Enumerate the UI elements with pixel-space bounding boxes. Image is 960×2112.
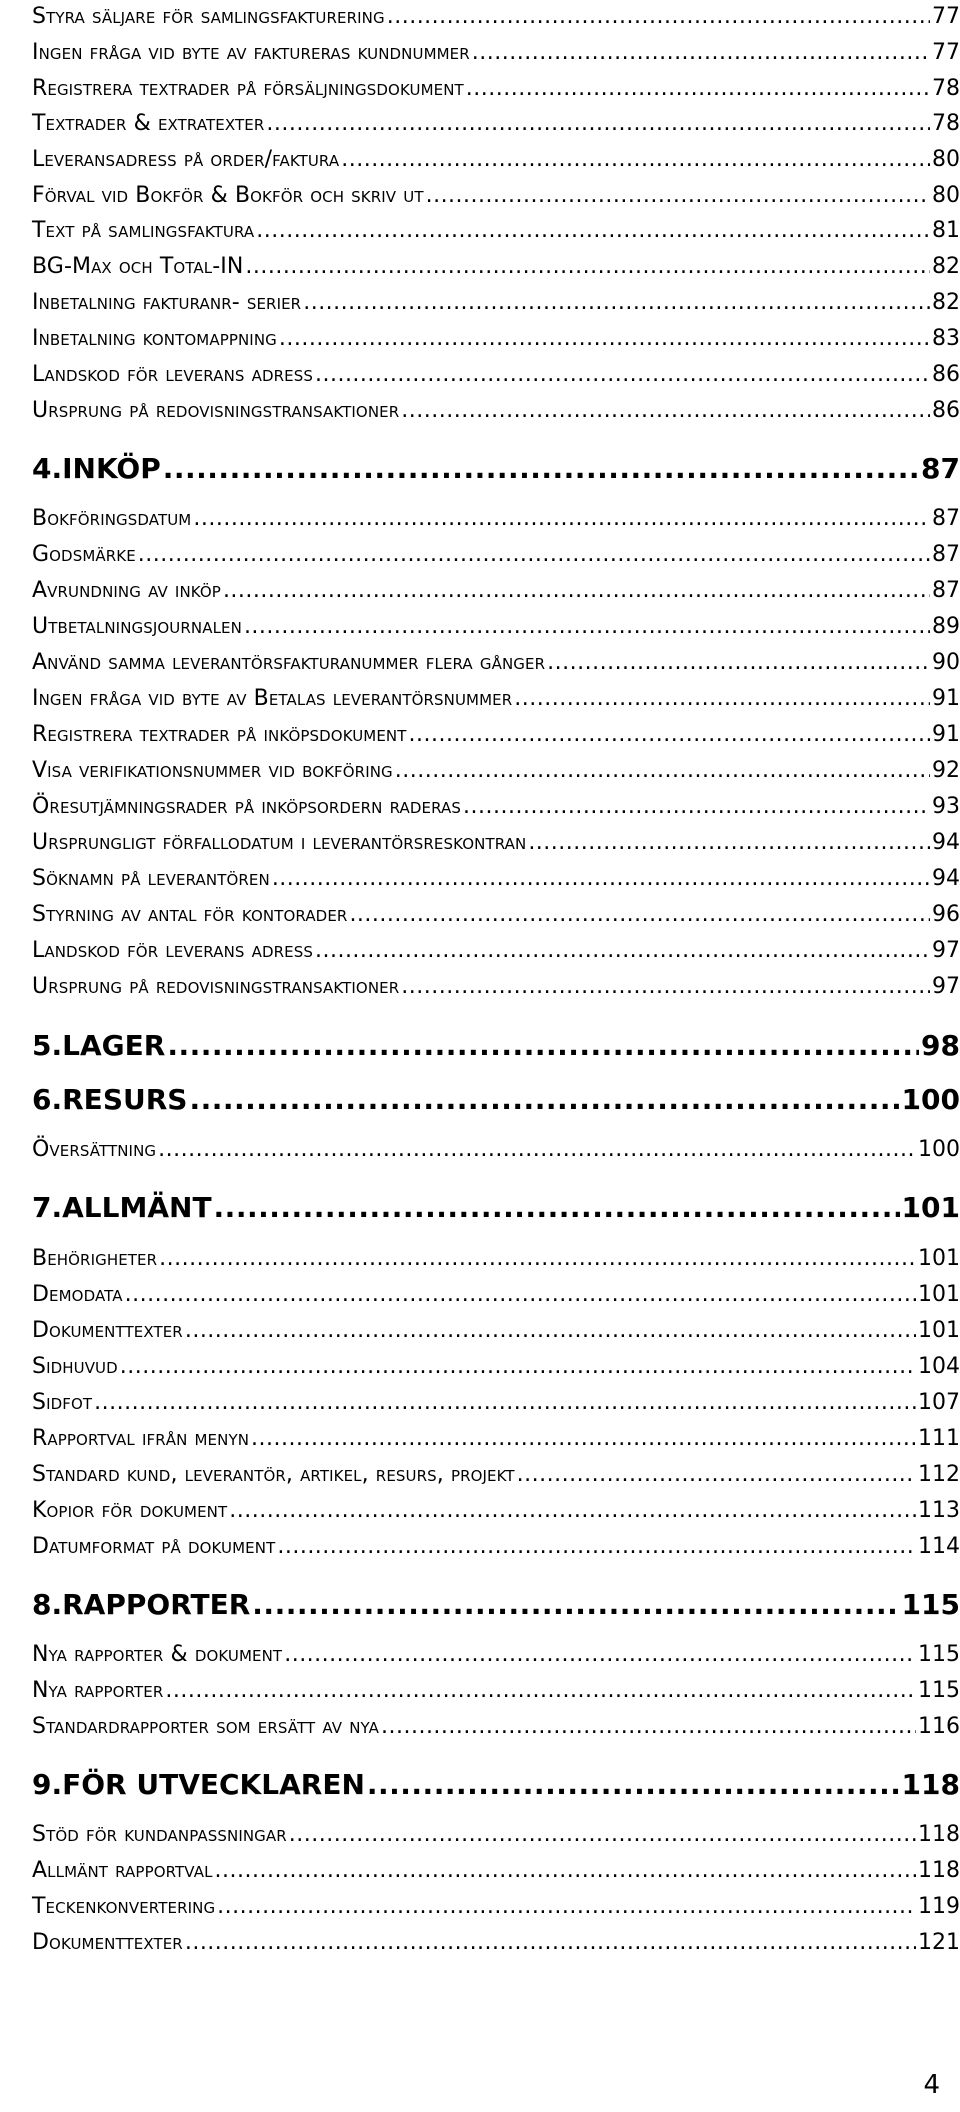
- toc-entry-title: INKÖP: [62, 452, 161, 485]
- toc-entry[interactable]: [32, 218, 960, 243]
- toc-entry-title: RAPPORTER: [62, 1588, 251, 1621]
- toc-entry[interactable]: [32, 111, 960, 136]
- toc-entry[interactable]: [32, 147, 960, 172]
- toc-entry[interactable]: [32, 1822, 960, 1847]
- toc-page-number: 87: [932, 542, 960, 567]
- toc-entry[interactable]: [32, 542, 960, 567]
- toc-page-number: 101: [918, 1246, 960, 1271]
- toc-entry[interactable]: [32, 76, 960, 101]
- toc-entry-title: Registrera textrader på inköpsdokument: [32, 722, 407, 747]
- toc-dot-leader: [401, 398, 930, 423]
- toc-dot-leader: [279, 326, 930, 351]
- toc-dot-leader: [185, 1318, 916, 1343]
- toc-entry[interactable]: [32, 1534, 960, 1559]
- toc-dot-leader: [229, 1498, 916, 1523]
- toc-entry-title: Avrundning av inköp: [32, 578, 221, 603]
- toc-page-number: 111: [918, 1426, 960, 1451]
- toc-page-number: 94: [932, 866, 960, 891]
- toc-dot-leader: [125, 1282, 916, 1307]
- toc-entry-title: Landskod för leverans adress: [32, 362, 313, 387]
- toc-entry[interactable]: [32, 254, 960, 279]
- toc-dot-leader: [289, 1822, 916, 1847]
- toc-entry-title: Kopior för dokument: [32, 1498, 228, 1523]
- toc-dot-leader: [315, 938, 930, 963]
- toc-entry-title: Textrader & extratexter: [32, 111, 265, 136]
- toc-page-number: 118: [918, 1822, 960, 1847]
- toc-entry-title: Ursprung på redovisningstransaktioner: [32, 398, 400, 423]
- toc-entry[interactable]: [32, 1318, 960, 1343]
- toc-entry[interactable]: [32, 866, 960, 891]
- toc-dot-leader: [401, 974, 930, 999]
- toc-dot-leader: [284, 1642, 916, 1667]
- toc-page-number: 97: [932, 938, 960, 963]
- toc-dot-leader: [245, 254, 930, 279]
- toc-dot-leader: [349, 902, 930, 927]
- toc-page-number: 115: [901, 1588, 960, 1621]
- toc-dot-leader: [167, 1029, 919, 1062]
- toc-entry[interactable]: [32, 1930, 960, 1955]
- toc-entry-title: Standardrapporter som ersätt av nya: [32, 1714, 379, 1739]
- toc-page-number: 113: [918, 1498, 960, 1523]
- toc-dot-leader: [277, 1534, 916, 1559]
- toc-dot-leader: [472, 40, 930, 65]
- toc-page-number: 81: [932, 218, 960, 243]
- toc-entry-title: Utbetalningsjournalen: [32, 614, 242, 639]
- toc-entry[interactable]: [32, 398, 960, 423]
- toc-dot-leader: [251, 1426, 916, 1451]
- toc-page-number: 78: [932, 76, 960, 101]
- toc-entry-title: Rapportval ifrån menyn: [32, 1426, 250, 1451]
- toc-page-number: 91: [932, 686, 960, 711]
- toc-dot-leader: [466, 76, 930, 101]
- toc-entry-title: Söknamn på leverantören: [32, 866, 270, 891]
- toc-entry-title: Stöd för kundanpassningar: [32, 1822, 287, 1847]
- toc-entry-title: Öresutjämningsrader på inköpsordern raderas: [32, 794, 461, 819]
- toc-entry[interactable]: [32, 290, 960, 315]
- toc-page-number: 118: [901, 1768, 960, 1801]
- toc-entry-title: Dokumenttexter: [32, 1318, 183, 1343]
- toc-entry-title: Standard kund, leverantör, artikel, resurs, projekt: [32, 1462, 515, 1487]
- toc-entry[interactable]: [32, 974, 960, 999]
- toc-dot-leader: [215, 1858, 916, 1883]
- toc-dot-leader: [395, 758, 930, 783]
- toc-entry[interactable]: [32, 614, 960, 639]
- toc-entry[interactable]: [32, 650, 960, 675]
- toc-page-number: 87: [932, 578, 960, 603]
- toc-entry[interactable]: [32, 362, 960, 387]
- toc-dot-leader: [303, 290, 930, 315]
- toc-dot-leader: [217, 1894, 916, 1919]
- toc-dot-leader: [214, 1191, 900, 1224]
- toc-entry-title: ALLMÄNT: [62, 1191, 212, 1224]
- toc-page-number: 101: [918, 1318, 960, 1343]
- toc-entry-title: Ingen fråga vid byte av faktureras kundnummer: [32, 40, 470, 65]
- toc-entry[interactable]: [32, 1390, 960, 1415]
- toc-page-number: 107: [918, 1390, 960, 1415]
- toc-dot-leader: [387, 4, 930, 29]
- toc-page-number: 77: [932, 4, 960, 29]
- toc-entry[interactable]: [32, 1498, 960, 1523]
- toc-page-number: 96: [932, 902, 960, 927]
- toc-dot-leader: [266, 111, 930, 136]
- toc-entry-title: Styrning av antal för kontorader: [32, 902, 348, 927]
- toc-entry-title: Leveransadress på order/faktura: [32, 147, 340, 172]
- toc-dot-leader: [138, 542, 930, 567]
- toc-entry[interactable]: [32, 1354, 960, 1379]
- toc-entry-title: Inbetalning fakturanr- serier: [32, 290, 302, 315]
- toc-entry[interactable]: [32, 722, 960, 747]
- toc-entry[interactable]: [32, 1137, 960, 1162]
- toc-entry[interactable]: [32, 40, 960, 65]
- toc-entry-title: RESURS: [62, 1083, 188, 1116]
- toc-page-number: 90: [932, 650, 960, 675]
- toc-entry-title: Inbetalning kontomappning: [32, 326, 277, 351]
- toc-entry-title: Visa verifikationsnummer vid bokföring: [32, 758, 393, 783]
- toc-entry[interactable]: [32, 1678, 960, 1703]
- toc-section[interactable]: [32, 1588, 960, 1621]
- toc-entry-title: Teckenkonvertering: [32, 1894, 216, 1919]
- toc-page-number: 87: [932, 506, 960, 531]
- toc-page-number: 112: [918, 1462, 960, 1487]
- toc-page-number: 87: [921, 452, 960, 485]
- toc-section[interactable]: [32, 452, 960, 485]
- toc-dot-leader: [517, 1462, 916, 1487]
- toc-section[interactable]: [32, 1191, 960, 1224]
- toc-section-number: 6.: [32, 1083, 63, 1116]
- toc-section[interactable]: [32, 1768, 960, 1801]
- toc-dot-leader: [256, 218, 930, 243]
- toc-entry-title: Dokumenttexter: [32, 1930, 183, 1955]
- toc-entry-title: Förval vid Bokför & Bokför och skriv ut: [32, 183, 424, 208]
- toc-page-number: 101: [901, 1191, 960, 1224]
- toc-entry[interactable]: [32, 1282, 960, 1307]
- toc-dot-leader: [159, 1246, 916, 1271]
- toc-page-number: 80: [932, 183, 960, 208]
- toc-page-number: 97: [932, 974, 960, 999]
- toc-section[interactable]: [32, 1029, 960, 1062]
- toc-page-number: 93: [932, 794, 960, 819]
- toc-page-number: 114: [918, 1534, 960, 1559]
- toc-entry[interactable]: [32, 1462, 960, 1487]
- toc-entry[interactable]: [32, 830, 960, 855]
- toc-page-number: 119: [918, 1894, 960, 1919]
- toc-dot-leader: [185, 1930, 916, 1955]
- toc-entry-title: Landskod för leverans adress: [32, 938, 313, 963]
- toc-entry-title: Ursprungligt förfallodatum i leverantörsreskontran: [32, 830, 527, 855]
- toc-entry-title: BG-Max och Total-IN: [32, 254, 244, 279]
- toc-dot-leader: [120, 1354, 916, 1379]
- toc-section[interactable]: [32, 1083, 960, 1116]
- toc-dot-leader: [547, 650, 930, 675]
- toc-entry[interactable]: [32, 1714, 960, 1739]
- toc-entry[interactable]: [32, 506, 960, 531]
- toc-page-number: 104: [918, 1354, 960, 1379]
- toc-entry-title: Text på samlingsfaktura: [32, 218, 255, 243]
- page-number: 4: [923, 2070, 940, 2100]
- toc-entry-title: Bokföringsdatum: [32, 506, 192, 531]
- toc-dot-leader: [165, 1678, 916, 1703]
- toc-section-number: 5.: [32, 1029, 63, 1062]
- toc-entry[interactable]: [32, 794, 960, 819]
- toc-page-number: 86: [932, 362, 960, 387]
- toc-entry-title: Demodata: [32, 1282, 123, 1307]
- toc-entry-title: Behörigheter: [32, 1246, 158, 1271]
- toc-entry-title: Nya rapporter & dokument: [32, 1642, 283, 1667]
- toc-page-number: 98: [921, 1029, 960, 1062]
- toc-entry-title: Sidfot: [32, 1390, 93, 1415]
- toc-entry[interactable]: [32, 1426, 960, 1451]
- toc-page-number: 121: [918, 1930, 960, 1955]
- toc-page-number: 80: [932, 147, 960, 172]
- toc-dot-leader: [252, 1588, 899, 1621]
- toc-dot-leader: [463, 794, 930, 819]
- toc-entry[interactable]: [32, 183, 960, 208]
- toc-entry[interactable]: [32, 758, 960, 783]
- toc-dot-leader: [426, 183, 930, 208]
- toc-section-number: 7.: [32, 1191, 63, 1224]
- toc-page-number: 82: [932, 290, 960, 315]
- toc-dot-leader: [381, 1714, 916, 1739]
- toc-section-number: 9.: [32, 1768, 63, 1801]
- toc-entry[interactable]: [32, 578, 960, 603]
- toc-entry-title: LAGER: [62, 1029, 166, 1062]
- toc-dot-leader: [163, 452, 919, 485]
- toc-page-number: 78: [932, 111, 960, 136]
- toc-page-number: 115: [918, 1642, 960, 1667]
- toc-entry-title: FÖR UTVECKLAREN: [62, 1768, 365, 1801]
- toc-entry[interactable]: [32, 902, 960, 927]
- toc-entry[interactable]: [32, 686, 960, 711]
- toc-entry-title: Nya rapporter: [32, 1678, 164, 1703]
- toc-dot-leader: [514, 686, 930, 711]
- toc-dot-leader: [244, 614, 930, 639]
- toc-dot-leader: [528, 830, 930, 855]
- toc-entry-title: Datumformat på dokument: [32, 1534, 276, 1559]
- toc-entry-title: Styra säljare för samlingsfakturering: [32, 4, 385, 29]
- toc-entry[interactable]: [32, 1858, 960, 1883]
- toc-dot-leader: [272, 866, 930, 891]
- toc-entry[interactable]: [32, 938, 960, 963]
- toc-entry-title: Ursprung på redovisningstransaktioner: [32, 974, 400, 999]
- toc-entry[interactable]: [32, 1642, 960, 1667]
- toc-page-number: 118: [918, 1858, 960, 1883]
- toc-page-number: 92: [932, 758, 960, 783]
- toc-page-number: 86: [932, 398, 960, 423]
- toc-page-number: 94: [932, 830, 960, 855]
- toc-dot-leader: [94, 1390, 916, 1415]
- toc-page-number: 115: [918, 1678, 960, 1703]
- toc-entry-title: Använd samma leverantörsfakturanummer flera gånger: [32, 650, 546, 675]
- toc-section-number: 4.: [32, 452, 63, 485]
- toc-dot-leader: [193, 506, 930, 531]
- toc-dot-leader: [223, 578, 930, 603]
- toc-section-number: 8.: [32, 1588, 63, 1621]
- toc-entry[interactable]: [32, 1246, 960, 1271]
- toc-page-number: 82: [932, 254, 960, 279]
- toc-page-number: 89: [932, 614, 960, 639]
- toc-dot-leader: [315, 362, 930, 387]
- toc-entry-title: Ingen fråga vid byte av Betalas leverantörsnummer: [32, 686, 513, 711]
- toc-dot-leader: [189, 1083, 899, 1116]
- toc-entry[interactable]: [32, 4, 960, 29]
- toc-page-number: 116: [918, 1714, 960, 1739]
- toc-entry-title: Godsmärke: [32, 542, 136, 567]
- toc-dot-leader: [409, 722, 930, 747]
- toc-entry[interactable]: [32, 1894, 960, 1919]
- toc-page-number: 77: [932, 40, 960, 65]
- toc-entry-title: Sidhuvud: [32, 1354, 118, 1379]
- toc-dot-leader: [341, 147, 930, 172]
- toc-page-number: 83: [932, 326, 960, 351]
- toc-entry[interactable]: [32, 326, 960, 351]
- toc-dot-leader: [367, 1768, 900, 1801]
- toc-dot-leader: [158, 1137, 916, 1162]
- toc-page-number: 91: [932, 722, 960, 747]
- toc-page-number: 101: [918, 1282, 960, 1307]
- toc-page-number: 100: [918, 1137, 960, 1162]
- toc-entry-title: Översättning: [32, 1137, 157, 1162]
- toc-page-number: 100: [901, 1083, 960, 1116]
- toc-entry-title: Allmänt rapportval: [32, 1858, 213, 1883]
- toc-entry-title: Registrera textrader på försäljningsdokument: [32, 76, 464, 101]
